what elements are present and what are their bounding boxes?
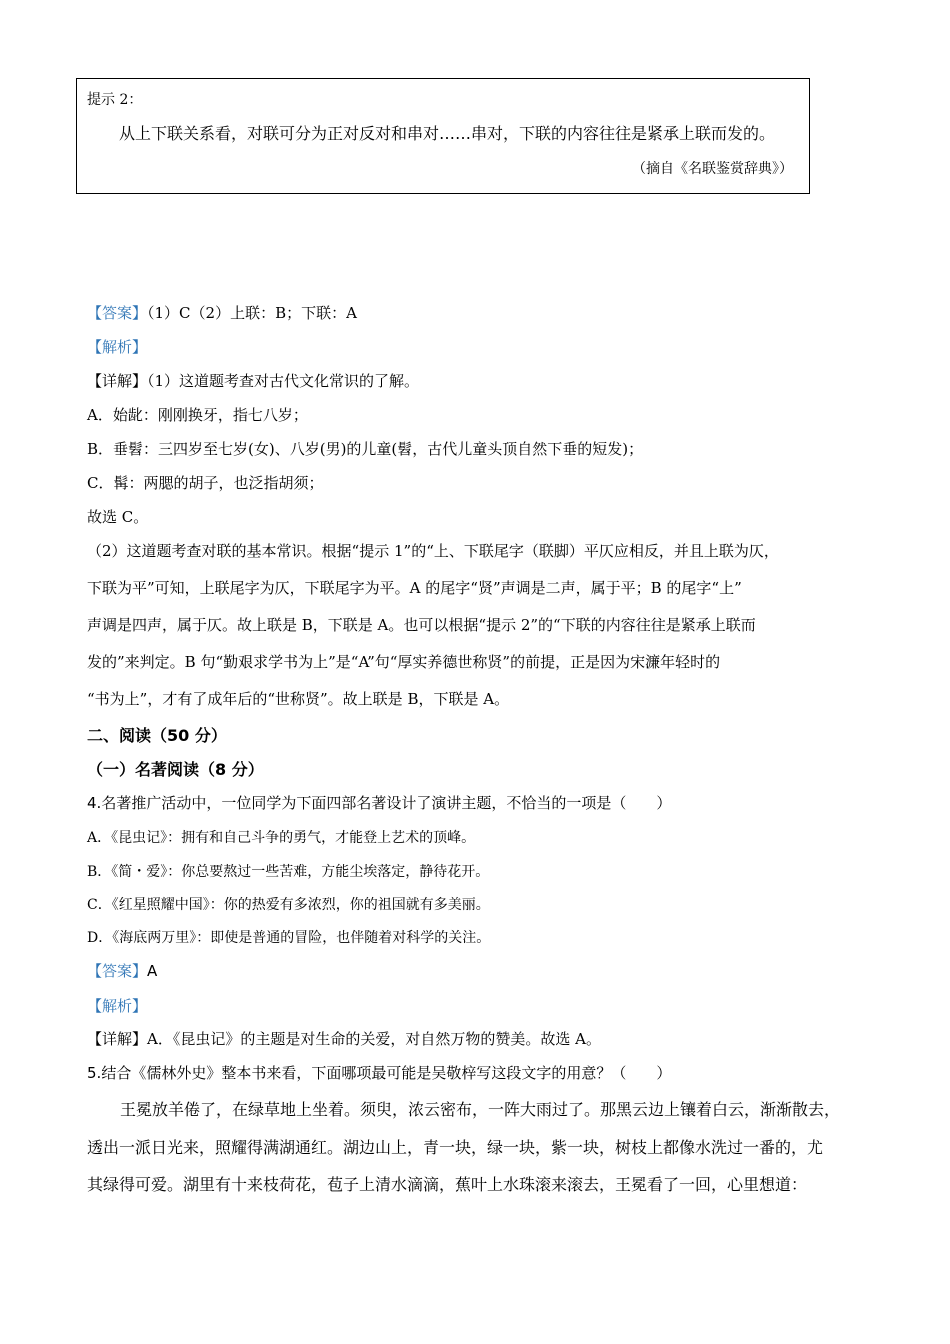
q3-part2-line: “书为上”，才有了成年后的“世称贤”。故上联是 B，下联是 A。 (87, 690, 510, 708)
q4-option-b: B．《简・爱》：你总要熬过一些苦难，方能尘埃落定，静待花开。 (87, 864, 490, 880)
q5-passage-line: 其绿得可爱。湖里有十来枝荷花，苞子上清水滴滴，蕉叶上水珠滚来滚去，王冕看了一回，心里想道： (87, 1175, 808, 1194)
q3-part2-line: 发的”来判定。B 句“勤艰求学书为上”是“A”句“厚实养德世称贤”的前提，正是因为宋濂年轻时的 (87, 653, 721, 671)
q4-analysis-tag: 【解析】 (87, 997, 148, 1015)
q5-stem (87, 1062, 671, 1083)
q3-part2-line: 声调是四声，属于仄。故上联是 B，下联是 A。也可以根据“提示 2”的“下联的内容往往是紧承上联而 (87, 616, 756, 634)
question-stem: 名著推广活动中，一位同学为下面四部名著设计了演讲主题，不恰当的一项是（ ） (101, 794, 672, 812)
question-number: 5. (87, 1064, 102, 1082)
q5-passage-line: 透出一派日光来，照耀得满湖通红。湖边山上，青一块，绿一块，紫一块，树枝上都像水洗过一番的，尤 (87, 1138, 824, 1157)
subsection-title: （一）名著阅读（8 分） (87, 760, 264, 779)
question-stem: 结合《儒林外史》整本书来看，下面哪项最可能是吴敬梓写这段文字的用意？（ ） (101, 1064, 672, 1082)
hint-source: （摘自《名联鉴赏辞典》） (632, 161, 793, 177)
detail-tag: 【详解】 (87, 372, 148, 390)
detail-text: A．《昆虫记》的主题是对生命的关爱，对自然万物的赞美。故选 A。 (147, 1030, 601, 1048)
q3-conclusion: 故选 C。 (87, 508, 149, 526)
q4-option-d: D．《海底两万里》：即使是普通的冒险，也伴随着对科学的关注。 (87, 930, 491, 946)
q4-stem (87, 792, 671, 813)
hint-box (76, 78, 810, 194)
q3-detail (87, 370, 419, 391)
q4-answer (87, 960, 157, 981)
q5-passage-line: 王冕放羊倦了，在绿草地上坐着。须臾，浓云密布，一阵大雨过了。那黑云边上镶着白云，渐渐散去， (120, 1100, 841, 1119)
q3-part2-line: 下联为平”可知，上联尾字为仄，下联尾字为平。A 的尾字“贤”声调是二声，属于平；B 的尾字“上” (87, 579, 742, 597)
q3-part2-line: （2）这道题考查对联的基本常识。根据“提示 1”的“上、下联尾字（联脚）平仄应相反，并且上联为仄， (87, 542, 779, 560)
answer-tag: 【答案】 (87, 962, 148, 980)
q3-option-a: A．始龀：刚刚换牙，指七八岁； (87, 406, 308, 424)
q3-option-c: C．髯：两腮的胡子，也泛指胡须； (87, 474, 324, 492)
detail-text: （1）这道题考查对古代文化常识的了解。 (147, 372, 420, 390)
q4-option-c: C．《红星照耀中国》：你的热爱有多浓烈，你的祖国就有多美丽。 (87, 897, 490, 913)
q3-option-b: B．垂髫：三四岁至七岁(女)、八岁(男)的儿童(髫，古代儿童头顶自然下垂的短发)； (87, 440, 644, 458)
answer-tag: 【答案】 (87, 304, 148, 322)
q4-option-a: A．《昆虫记》：拥有和自己斗争的勇气，才能登上艺术的顶峰。 (87, 830, 476, 846)
hint-text: 从上下联关系看，对联可分为正对反对和串对……串对，下联的内容往往是紧承上联而发的。 (119, 124, 776, 143)
answer-text: （1）C（2）上联：B；下联：A (147, 304, 357, 322)
q4-detail (87, 1028, 601, 1049)
question-number: 4. (87, 794, 102, 812)
hint-label: 提示 2： (87, 92, 143, 108)
section-title: 二、阅读（50 分） (87, 726, 227, 745)
detail-tag: 【详解】 (87, 1030, 148, 1048)
q3-analysis-tag: 【解析】 (87, 338, 148, 356)
q3-answer (87, 302, 357, 323)
answer-text: A (147, 962, 158, 980)
